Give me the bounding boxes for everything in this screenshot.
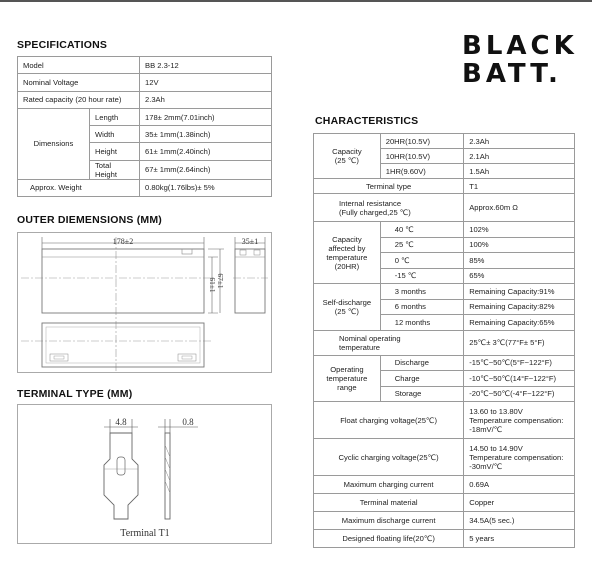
char-label: Maximum charging current: [314, 476, 464, 494]
terminal-drawing: [17, 404, 272, 544]
terminal-caption: Terminal T1: [120, 528, 170, 539]
spec-value: 12V: [140, 74, 272, 91]
char-sublabel: 25 ℃: [380, 237, 463, 253]
table-row: [314, 476, 575, 494]
char-value: 13.60 to 13.80V Temperature compensation: -18mV/℃: [464, 402, 575, 439]
char-value: 34.5A(5 sec.): [464, 512, 575, 530]
spec-sublabel: Width: [90, 126, 140, 143]
characteristics-table: [313, 133, 575, 548]
char-label: Maximum discharge current: [314, 512, 464, 530]
spec-sublabel: Height: [90, 143, 140, 160]
char-sublabel: 6 months: [380, 299, 463, 315]
char-sublabel: 20HR(10.5V): [380, 134, 463, 149]
spec-label: Nominal Voltage: [18, 74, 140, 91]
char-label: Internal resistance (Fully charged,25 ℃): [314, 194, 464, 222]
table-row: [314, 284, 575, 300]
char-label: Designed floating life(20℃): [314, 530, 464, 548]
char-sublabel: 3 months: [380, 284, 463, 300]
char-sublabel: -15 ℃: [380, 268, 463, 284]
spec-value: 0.80kg(1.76lbs)± 5%: [140, 179, 272, 196]
spec-sublabel: Total Height: [90, 160, 140, 179]
char-label: Capacity affected by temperature (20HR): [314, 222, 381, 284]
char-sublabel: 1HR(9.60V): [380, 164, 463, 179]
table-row: [18, 57, 272, 74]
table-row: [18, 74, 272, 91]
table-row: [314, 512, 575, 530]
spec-label: Rated capacity (20 hour rate): [18, 91, 140, 108]
char-label: Cyclic charging voltage(25℃): [314, 439, 464, 476]
spec-label: Dimensions: [18, 108, 90, 179]
outer-dimensions-svg: [18, 233, 273, 374]
char-value: T1: [464, 179, 575, 194]
spec-value: 67± 1mm(2.64inch): [140, 160, 272, 179]
char-label: Nominal operating temperature: [314, 330, 464, 355]
char-value: 65%: [464, 268, 575, 284]
brand-logo-line1: BLACK: [462, 31, 578, 61]
table-row: [314, 530, 575, 548]
char-value: 102%: [464, 222, 575, 238]
char-value: 85%: [464, 253, 575, 269]
table-row: [314, 330, 575, 355]
char-value: Remaining Capacity:82%: [464, 299, 575, 315]
char-label: Terminal material: [314, 494, 464, 512]
char-sublabel: Discharge: [380, 355, 463, 371]
char-value: -10℃~50℃(14°F~122°F): [464, 371, 575, 387]
table-row: [314, 402, 575, 439]
spec-value: 2.3Ah: [140, 91, 272, 108]
char-sublabel: 12 months: [380, 315, 463, 331]
table-row: [18, 108, 272, 125]
terminal-type-heading: TERMINAL TYPE (MM): [17, 388, 133, 400]
char-sublabel: 10HR(10.5V): [380, 149, 463, 164]
char-label: Operating temperature range: [314, 355, 381, 402]
width-dimension-label: 35±1: [241, 237, 259, 246]
spec-value: 178± 2mm(7.01inch): [140, 108, 272, 125]
char-label: Float charging voltage(25℃): [314, 402, 464, 439]
char-value: 0.69A: [464, 476, 575, 494]
brand-logo-line2-text: BATT.: [462, 59, 562, 89]
table-row: [314, 494, 575, 512]
specifications-heading: SPECIFICATIONS: [17, 39, 108, 51]
char-sublabel: Charge: [380, 371, 463, 387]
table-row: [314, 179, 575, 194]
spec-value: 61± 1mm(2.40inch): [140, 143, 272, 160]
specifications-table: [17, 56, 272, 197]
char-value: -20℃~50℃(-4°F~122°F): [464, 386, 575, 402]
outer-dimensions-drawing: [17, 232, 272, 373]
table-row: [314, 194, 575, 222]
char-value: 14.50 to 14.90V Temperature compensation: -30mV/℃: [464, 439, 575, 476]
spec-value: 35± 1mm(1.38inch): [140, 126, 272, 143]
char-sublabel: 40 ℃: [380, 222, 463, 238]
char-value: Remaining Capacity:91%: [464, 284, 575, 300]
top-rule: [0, 0, 592, 2]
terminal-thickness-label: 0.8: [182, 417, 194, 427]
char-value: -15℃~50℃(5°F~122°F): [464, 355, 575, 371]
table-row: [18, 179, 272, 196]
height-dimension-label: 61±1: [208, 277, 217, 293]
characteristics-heading: CHARACTERISTICS: [315, 115, 419, 127]
char-value: Copper: [464, 494, 575, 512]
char-label: Self-discharge (25 ℃): [314, 284, 381, 331]
table-row: [18, 91, 272, 108]
terminal-width-label: 4.8: [115, 417, 127, 427]
spec-sublabel: Length: [90, 108, 140, 125]
table-row: [314, 222, 575, 238]
total-height-dimension-label: 67±1: [216, 273, 225, 289]
char-value: 2.3Ah: [464, 134, 575, 149]
outer-dimensions-heading: OUTER DIEMENSIONS (MM): [17, 214, 162, 226]
terminal-svg: [18, 405, 273, 545]
spec-value: BB 2.3-12: [140, 57, 272, 74]
char-value: 5 years: [464, 530, 575, 548]
spec-label: Model: [18, 57, 140, 74]
spec-label: Approx. Weight: [18, 179, 140, 196]
char-value: 25℃± 3℃(77°F± 5°F): [464, 330, 575, 355]
char-label: Terminal type: [314, 179, 464, 194]
char-sublabel: 0 ℃: [380, 253, 463, 269]
brand-logo-line2: [462, 60, 577, 88]
char-value: Remaining Capacity:65%: [464, 315, 575, 331]
char-value: 100%: [464, 237, 575, 253]
brand-logo: [462, 32, 577, 92]
char-value: Approx.60m Ω: [464, 194, 575, 222]
char-sublabel: Storage: [380, 386, 463, 402]
char-value: 1.5Ah: [464, 164, 575, 179]
table-row: [314, 439, 575, 476]
length-dimension-label: 178±2: [112, 237, 134, 246]
char-label: Capacity (25 ℃): [314, 134, 381, 179]
char-value: 2.1Ah: [464, 149, 575, 164]
table-row: [314, 134, 575, 149]
table-row: [314, 355, 575, 371]
